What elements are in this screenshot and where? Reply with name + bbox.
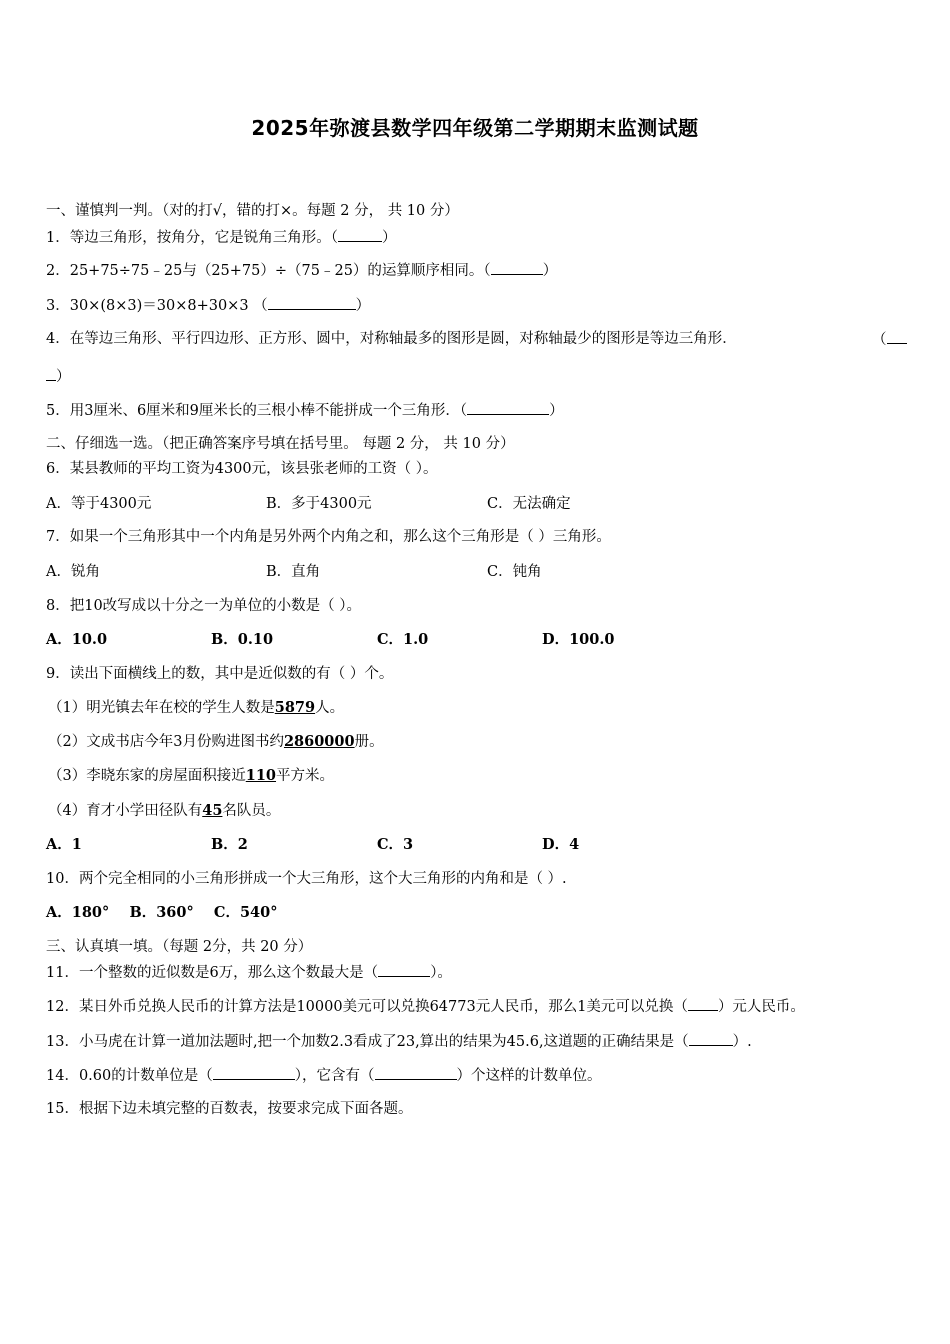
question-2-end: ） xyxy=(542,263,558,279)
question-5 xyxy=(46,400,564,421)
q8-option-b[interactable]: B．0.10 xyxy=(211,631,274,648)
q8-option-c[interactable]: C．1.0 xyxy=(377,631,429,648)
q9-item-2 xyxy=(48,732,384,752)
answer-blank[interactable] xyxy=(268,295,356,310)
q8-option-a[interactable]: A．10.0 xyxy=(46,631,108,648)
question-11-text: 11．一个整数的近似数是6万，那么这个数最大是（ xyxy=(46,965,379,981)
answer-blank[interactable] xyxy=(689,1031,733,1046)
question-4-open: （ xyxy=(872,332,887,348)
q9-item-3-unit: 平方米。 xyxy=(276,768,335,784)
question-10: 10．两个完全相同的小三角形拼成一个大三角形，这个大三角形的内角和是（ ）. xyxy=(46,871,567,887)
q6-option-b[interactable]: B．多于4300元 xyxy=(266,496,372,512)
question-5-text: 5．用3厘米、6厘米和9厘米长的三根小棒不能拼成一个三角形．（ xyxy=(46,403,468,419)
question-5-end: ） xyxy=(549,403,564,419)
question-14 xyxy=(46,1065,602,1086)
question-4-paren xyxy=(872,329,907,350)
question-11-end: ）。 xyxy=(430,965,452,981)
q9-option-d[interactable]: D．4 xyxy=(542,836,580,853)
question-14-end: ）个这样的计数单位。 xyxy=(456,1068,602,1084)
q9-option-b[interactable]: B．2 xyxy=(211,836,248,853)
q9-item-3 xyxy=(48,766,334,786)
answer-blank[interactable] xyxy=(887,329,907,344)
answer-blank[interactable] xyxy=(375,1065,457,1080)
question-12-text: 12．某日外币兑换人民币的计算方法是10000美元可以兑换64773元人民币，那么1美元可以兑换（ xyxy=(46,999,688,1015)
q9-item-1-number: 5879 xyxy=(274,699,316,716)
q9-item-1-text: （1）明光镇去年在校的学生人数是 xyxy=(48,700,275,716)
q9-item-4 xyxy=(48,801,280,821)
q9-item-2-text: （2）文成书店今年3月份购进图书约 xyxy=(48,734,284,750)
q7-option-c[interactable]: C．钝角 xyxy=(487,564,542,580)
q9-item-2-number: 2860000 xyxy=(283,733,355,750)
question-8: 8．把10改写成以十分之一为单位的小数是（ ）。 xyxy=(46,598,362,614)
section2-heading: 二、仔细选一选。（把正确答案序号填在括号里。 每题 2 分， 共 10 分） xyxy=(46,436,515,452)
question-1-text: 1．等边三角形，按角分，它是锐角三角形。（ xyxy=(46,230,338,246)
answer-blank[interactable] xyxy=(491,260,543,275)
q6-option-a[interactable]: A．等于4300元 xyxy=(46,496,152,512)
question-12 xyxy=(46,996,805,1017)
question-14-mid: ），它含有（ xyxy=(294,1068,375,1084)
q8-option-d[interactable]: D．100.0 xyxy=(542,631,615,648)
q6-option-c[interactable]: C．无法确定 xyxy=(487,496,571,512)
page-title: 2025年弥渡县数学四年级第二学期期末监测试题 xyxy=(251,116,699,140)
question-3-end: ） xyxy=(355,298,371,314)
question-14-text: 14．0.60的计数单位是（ xyxy=(46,1068,213,1084)
q10-options[interactable]: A．180° B．360° C．540° xyxy=(46,904,278,921)
question-11 xyxy=(46,962,452,983)
q9-item-4-unit: 名队员。 xyxy=(222,803,281,819)
q9-item-3-number: 110 xyxy=(245,767,277,784)
question-3-text: 3．30×(8×3)＝30×8+30×3 （ xyxy=(46,298,268,314)
answer-blank[interactable] xyxy=(46,366,56,381)
answer-blank[interactable] xyxy=(338,227,382,242)
question-4 xyxy=(46,329,737,349)
question-4-text: 4．在等边三角形、平行四边形、正方形、圆中，对称轴最多的图形是圆，对称轴最少的图形是等边三角形． xyxy=(46,331,737,347)
question-6: 6．某县教师的平均工资为4300元，该县张老师的工资（ ）。 xyxy=(46,461,438,477)
question-15: 15．根据下边未填完整的百数表，按要求完成下面各题。 xyxy=(46,1101,413,1117)
q9-item-1-unit: 人。 xyxy=(315,700,345,716)
q9-item-4-text: （4）育才小学田径队有 xyxy=(48,803,203,819)
question-13-text: 13．小马虎在计算一道加法题时,把一个加数2.3看成了23,算出的结果为45.6,这道题的正确结果是（ xyxy=(46,1034,689,1050)
question-13 xyxy=(46,1031,752,1052)
question-2-text: 2．25+75÷75﹣25与（25+75）÷（75﹣25）的运算顺序相同。（ xyxy=(46,263,491,279)
q9-item-3-text: （3）李晓东家的房屋面积接近 xyxy=(48,768,246,784)
answer-blank[interactable] xyxy=(688,996,718,1011)
question-4-cont xyxy=(46,366,71,387)
answer-blank[interactable] xyxy=(378,962,430,977)
question-13-end: ）. xyxy=(732,1034,752,1050)
q9-item-1 xyxy=(48,698,344,718)
q7-option-a[interactable]: A．锐角 xyxy=(46,564,100,580)
answer-blank[interactable] xyxy=(467,400,549,415)
question-1-end: ） xyxy=(381,230,397,246)
q9-option-a[interactable]: A．1 xyxy=(46,836,82,853)
question-4-end: ） xyxy=(56,369,71,385)
answer-blank[interactable] xyxy=(213,1065,295,1080)
question-2 xyxy=(46,260,557,281)
section1-heading: 一、谨慎判一判。（对的打√，错的打×。每题 2 分， 共 10 分） xyxy=(46,203,459,219)
question-9: 9．读出下面横线上的数，其中是近似数的有（ ）个。 xyxy=(46,666,394,682)
question-7: 7．如果一个三角形其中一个内角是另外两个内角之和，那么这个三角形是（ ）三角形。 xyxy=(46,529,611,545)
q9-item-4-number: 45 xyxy=(202,802,223,819)
question-1 xyxy=(46,227,396,248)
q7-option-b[interactable]: B．直角 xyxy=(266,564,321,580)
section3-heading: 三、认真填一填。（每题 2分，共 20 分） xyxy=(46,939,313,955)
question-12-end: ）元人民币。 xyxy=(717,999,805,1015)
q9-item-2-unit: 册。 xyxy=(354,734,384,750)
q9-option-c[interactable]: C．3 xyxy=(377,836,414,853)
question-3 xyxy=(46,295,370,316)
